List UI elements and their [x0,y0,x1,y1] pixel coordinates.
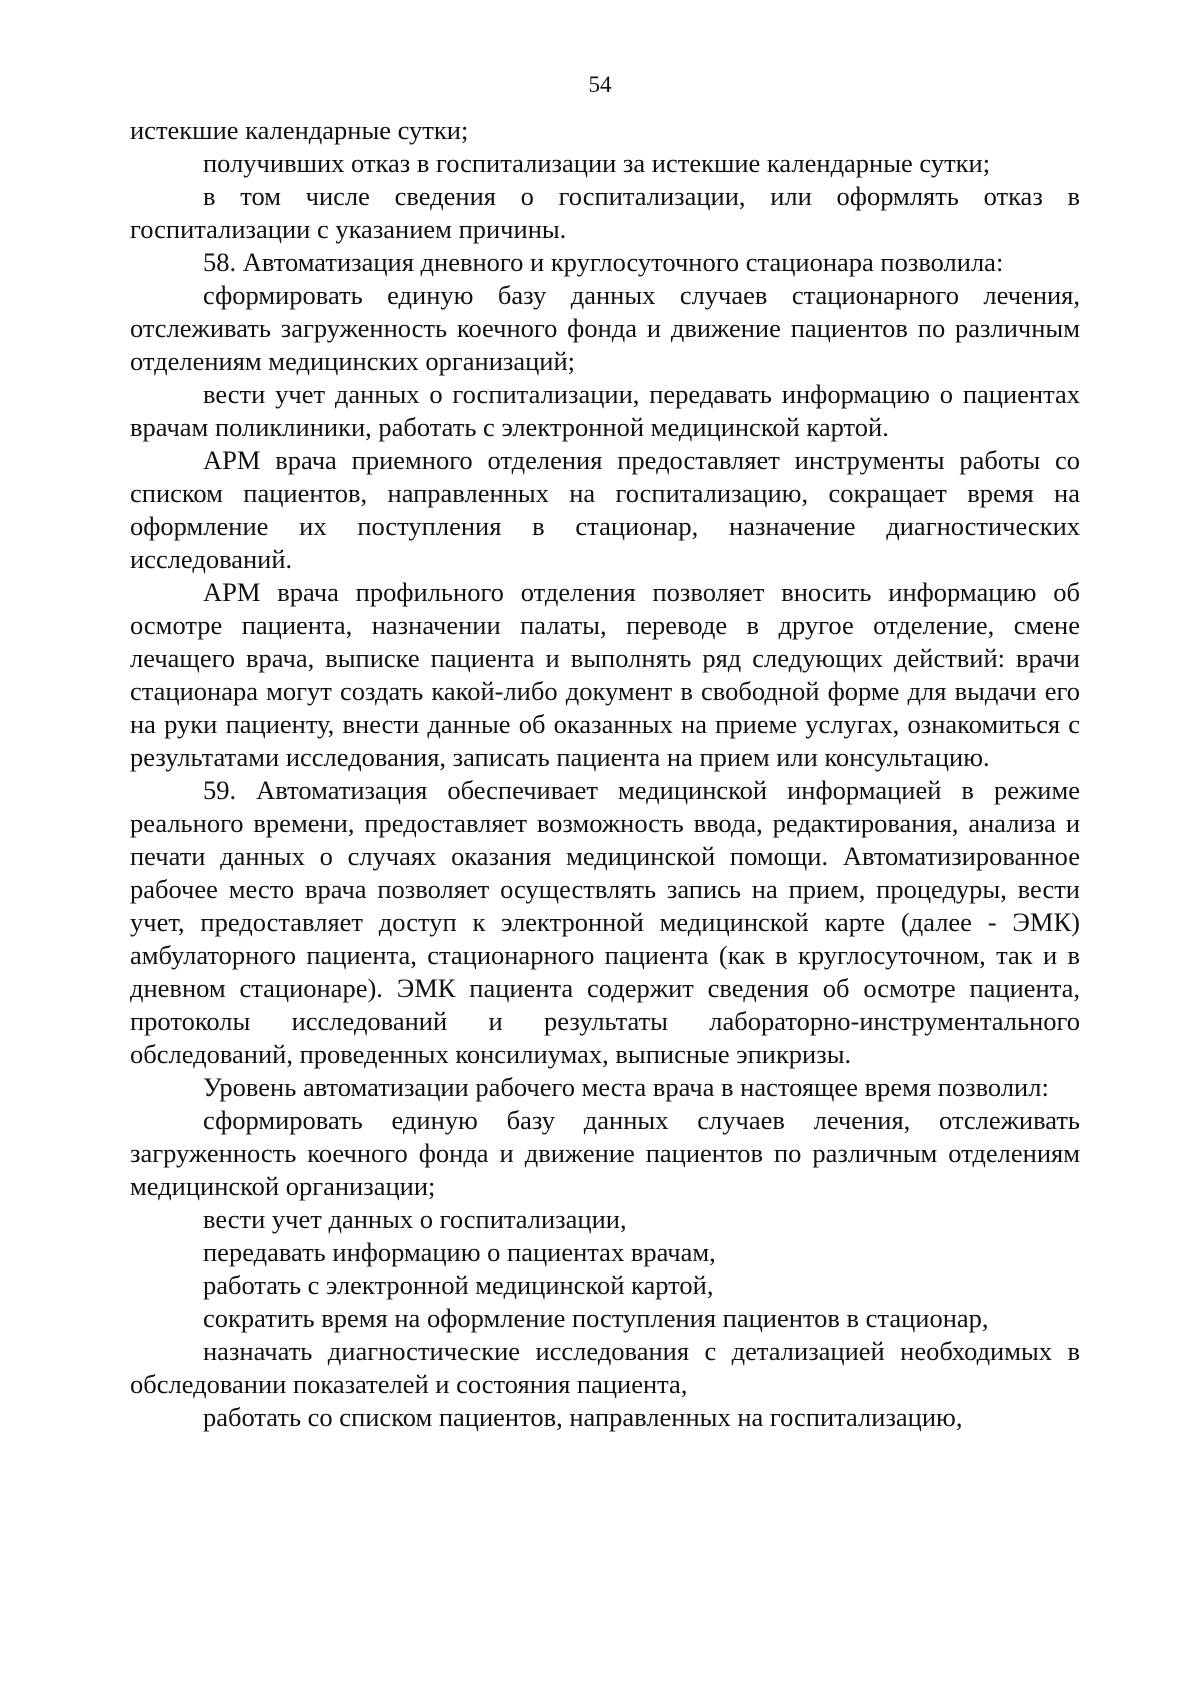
numbered-paragraph-59: 59. Автоматизация обеспечивает медицинской информацией в режиме реального времени, предоставляет возможность ввода, редактирования, анализа и печати данных о случаях оказания медицинской помощи. Автоматизированное рабочее место врача позволяет осуществлять запись на прием, процедуры, вести учет, предоставляет доступ к электронной медицинской карте (далее - ЭМК) амбулаторного пациента, стационарного пациента (как в круглосуточном, так и в дневном стационаре). ЭМК пациента содержит сведения об осмотре пациента, протоколы исследований и результаты лабораторно-инструментального обследований, проведенных консилиумах, выписные эпикризы. [130,775,1080,1069]
paragraph: сформировать единую базу данных случаев стационарного лечения, отслеживать загруженность коечного фонда и движение пациентов по различным отделениям медицинских организаций; [130,280,1080,376]
page-number: 54 [588,72,612,97]
list-item: передавать информацию о пациентах врачам, [203,1237,716,1267]
list-item: сформировать единую базу данных случаев лечения, отслеживать загруженность коечного фонда и движение пациентов по различным отделениям медицинской организации; [130,1105,1080,1201]
paragraph: в том числе сведения о госпитализации, или оформлять отказ в госпитализации с указанием причины. [130,181,1080,244]
list-item: сократить время на оформление поступления пациентов в стационар, [203,1303,989,1333]
list-item: вести учет данных о госпитализации, [203,1204,627,1234]
list-item: работать со списком пациентов, направленных на госпитализацию, [203,1402,963,1432]
paragraph: истекшие календарные сутки; [130,115,469,145]
list-item: работать с электронной медицинской картой, [203,1270,714,1300]
document-body [130,114,1080,1434]
numbered-paragraph-58: 58. Автоматизация дневного и круглосуточного стационара позволила: [203,247,1004,277]
paragraph: АРМ врача приемного отделения предоставляет инструменты работы со списком пациентов, направленных на госпитализацию, сокращает время на оформление их поступления в стационар, назначение диагностических исследований. [130,445,1080,574]
paragraph: вести учет данных о госпитализации, передавать информацию о пациентах врачам поликлиники, работать с электронной медицинской картой. [130,379,1080,442]
list-item: назначать диагностические исследования с детализацией необходимых в обследовании показателей и состояния пациента, [130,1336,1080,1399]
paragraph: АРМ врача профильного отделения позволяет вносить информацию об осмотре пациента, назначении палаты, переводе в другое отделение, смене лечащего врача, выписке пациента и выполнять ряд следующих действий: врачи стационара могут создать какой-либо документ в свободной форме для выдачи его на руки пациенту, внести данные об оказанных на приеме услугах, ознакомиться с результатами исследования, записать пациента на прием или консультацию. [130,577,1080,772]
paragraph: получивших отказ в госпитализации за истекшие календарные сутки; [203,148,991,178]
paragraph: Уровень автоматизации рабочего места врача в настоящее время позволил: [203,1072,1049,1102]
